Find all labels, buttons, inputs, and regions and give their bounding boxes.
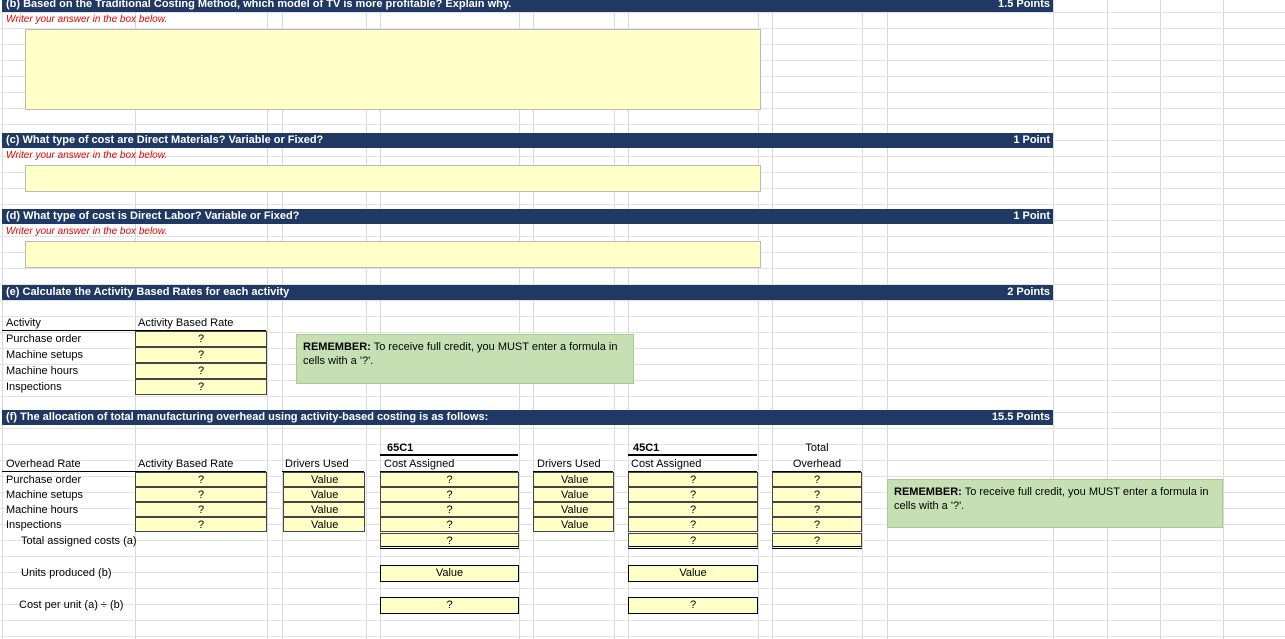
cost-65c1-cell[interactable]: ? <box>380 517 519 532</box>
cost-45c1-cell[interactable]: ? <box>628 487 758 502</box>
cost-45c1-cell[interactable]: ? <box>628 502 758 517</box>
section-c-answer-box[interactable] <box>25 165 761 192</box>
drivers-45c1-cell[interactable]: Value <box>533 517 614 532</box>
model-65c1-header: 65C1 <box>387 442 414 454</box>
drivers-45c1-cell[interactable]: Value <box>533 502 614 517</box>
col-cost-assigned-2: Cost Assigned <box>631 458 702 470</box>
section-d-question: (d) What type of cost is Direct Labor? Variable or Fixed? <box>6 210 300 222</box>
section-c-question: (c) What type of cost are Direct Materials? Variable or Fixed? <box>6 134 324 146</box>
col-overhead-rate: Overhead Rate <box>6 458 81 470</box>
section-f-question: (f) The allocation of total manufacturing overhead using activity-based costing is as follows: <box>6 411 489 423</box>
section-b-header <box>2 0 1053 12</box>
drivers-65c1-cell[interactable]: Value <box>283 502 365 517</box>
remember-label: REMEMBER: <box>303 341 371 353</box>
f-rate-cell[interactable]: ? <box>135 517 267 532</box>
total-assigned-overall[interactable]: ? <box>772 533 862 549</box>
total-overhead-cell[interactable]: ? <box>772 502 862 517</box>
drivers-65c1-cell[interactable]: Value <box>283 487 365 502</box>
cost-65c1-cell[interactable]: ? <box>380 487 519 502</box>
section-b-points: 1.5 Points <box>998 0 1050 10</box>
total-header-bottom: Overhead <box>792 458 842 470</box>
activity-label: Purchase order <box>6 333 82 345</box>
section-c-instruction: Writer your answer in the box below. <box>6 150 168 161</box>
overhead-row-label: Machine setups <box>6 489 84 501</box>
drivers-65c1-cell[interactable]: Value <box>283 472 365 487</box>
col-drivers-used-2: Drivers Used <box>537 458 601 470</box>
section-d-header <box>2 209 1053 224</box>
activity-label: Machine hours <box>6 365 79 377</box>
section-e-header <box>2 285 1053 300</box>
total-assigned-65c1[interactable]: ? <box>380 533 519 549</box>
f-rate-cell[interactable]: ? <box>135 502 267 517</box>
total-header-top: Total <box>805 442 829 454</box>
drivers-45c1-cell[interactable]: Value <box>533 487 614 502</box>
remember-note-f <box>887 479 1223 528</box>
col-activity-rate-header: Activity Based Rate <box>138 317 234 329</box>
units-65c1-cell[interactable]: Value <box>380 565 519 582</box>
section-d-points: 1 Point <box>1013 210 1050 222</box>
section-e-question: (e) Calculate the Activity Based Rates for each activity <box>6 286 290 298</box>
section-c-points: 1 Point <box>1013 134 1050 146</box>
section-e-points: 2 Points <box>1007 286 1050 298</box>
overhead-row-label: Purchase order <box>6 474 82 486</box>
cost-45c1-cell[interactable]: ? <box>628 517 758 532</box>
units-produced-label: Units produced (b) <box>21 567 112 579</box>
activity-rate-cell[interactable]: ? <box>135 347 267 363</box>
cost-65c1-cell[interactable]: ? <box>380 472 519 487</box>
section-b-question: (b) Based on the Traditional Costing Method, which model of TV is more profitable? Explain why. <box>6 0 512 10</box>
section-d-instruction: Writer your answer in the box below. <box>6 226 168 237</box>
remember-text: To receive full credit, you MUST enter a formula in cells with a '?'. <box>303 341 618 367</box>
activity-rate-cell[interactable]: ? <box>135 331 267 347</box>
cost-65c1-cell[interactable]: ? <box>380 502 519 517</box>
total-overhead-cell[interactable]: ? <box>772 472 862 487</box>
activity-label: Machine setups <box>6 349 84 361</box>
col-activity-based-rate: Activity Based Rate <box>138 458 234 470</box>
remember-text: To receive full credit, you MUST enter a formula in cells with a '?'. <box>894 486 1209 512</box>
section-f-header <box>2 410 1053 425</box>
drivers-45c1-cell[interactable]: Value <box>533 472 614 487</box>
activity-rate-cell[interactable]: ? <box>135 363 267 379</box>
col-cost-assigned-1: Cost Assigned <box>384 458 455 470</box>
section-b-answer-box[interactable] <box>25 29 761 110</box>
units-45c1-cell[interactable]: Value <box>628 565 758 582</box>
total-overhead-cell[interactable]: ? <box>772 517 862 532</box>
cost-45c1-cell[interactable]: ? <box>628 472 758 487</box>
remember-note-e <box>296 334 634 384</box>
model-45c1-header: 45C1 <box>633 442 660 454</box>
col-drivers-used-1: Drivers Used <box>285 458 349 470</box>
section-d-answer-box[interactable] <box>25 241 761 268</box>
total-overhead-cell[interactable]: ? <box>772 487 862 502</box>
cpu-65c1-cell[interactable]: ? <box>380 597 519 614</box>
activity-label: Inspections <box>6 381 62 393</box>
section-c-header <box>2 133 1053 148</box>
section-f-points: 15.5 Points <box>991 411 1050 423</box>
drivers-65c1-cell[interactable]: Value <box>283 517 365 532</box>
total-assigned-45c1[interactable]: ? <box>628 533 758 549</box>
section-b-instruction: Writer your answer in the box below. <box>6 14 168 25</box>
remember-label: REMEMBER: <box>894 486 962 498</box>
total-assigned-label: Total assigned costs (a) <box>21 535 137 547</box>
col-activity-header: Activity <box>6 317 41 329</box>
cost-per-unit-label: Cost per unit (a) ÷ (b) <box>19 599 124 611</box>
f-rate-cell[interactable]: ? <box>135 472 267 487</box>
overhead-row-label: Inspections <box>6 519 62 531</box>
cpu-45c1-cell[interactable]: ? <box>628 597 758 614</box>
overhead-row-label: Machine hours <box>6 504 79 516</box>
activity-rate-cell[interactable]: ? <box>135 379 267 395</box>
f-rate-cell[interactable]: ? <box>135 487 267 502</box>
